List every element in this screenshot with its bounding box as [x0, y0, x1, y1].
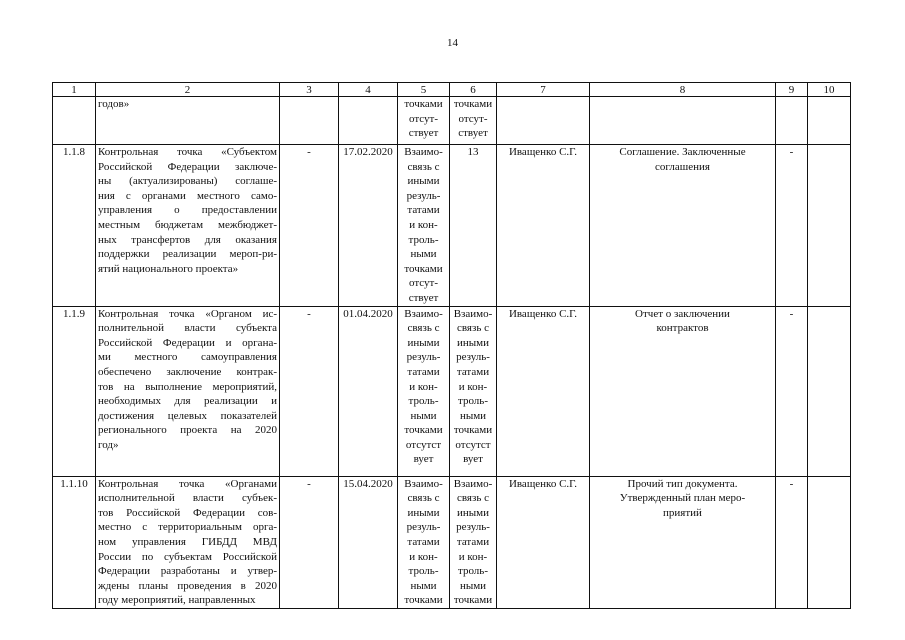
cell-line: отсутст: [405, 438, 442, 451]
column-9-cell: [776, 97, 808, 145]
cell-line: татами: [456, 365, 490, 378]
row-number-cell: 1.1.10: [53, 476, 96, 608]
row-number-cell: 1.1.9: [53, 306, 96, 476]
cell-line: точками: [404, 98, 443, 110]
cell-line: Российской Федерации и органа-: [98, 336, 277, 349]
cell-line: связь с: [407, 160, 440, 173]
cell-line: отсут-: [458, 112, 488, 125]
cell-line: контрактов: [656, 322, 709, 335]
column-3-cell: -: [280, 306, 339, 476]
column-9-cell: -: [776, 145, 808, 307]
cell-line: тов Российской Федерации сов-: [98, 506, 277, 519]
cell-line: управления о предоставлении: [98, 204, 277, 217]
cell-line: татами: [407, 535, 440, 548]
relation-cell: [450, 145, 497, 307]
cell-line: Взаимо-: [453, 307, 493, 320]
date-cell: [339, 97, 398, 145]
cell-line: отсут-: [408, 277, 438, 290]
cell-line: троль-: [408, 395, 439, 408]
column-3-cell: [280, 97, 339, 145]
cell-line: иными: [456, 506, 489, 519]
cell-line: связь с: [407, 492, 440, 505]
cell-line: местным бюджетам межбюджет-: [98, 218, 277, 231]
cell-line: России по субъектам Российской: [98, 550, 277, 563]
column-header: 9: [776, 83, 808, 97]
cell-line: отсут-: [408, 112, 438, 125]
column-header: 3: [280, 83, 339, 97]
cell-line: и кон-: [458, 380, 488, 393]
page-number: 14: [447, 37, 458, 49]
cell-line: татами: [456, 535, 490, 548]
cell-line: ными: [459, 409, 487, 422]
cell-line: ствует: [408, 291, 439, 304]
cell-line: Федерации разработаны и утвер-: [98, 565, 277, 578]
date-cell: 01.04.2020: [339, 306, 398, 476]
cell-line: Российской Федерации заключе-: [98, 160, 277, 173]
cell-line: ными: [410, 409, 437, 422]
cell-line: иными: [407, 175, 440, 188]
cell-line: ждены планы проведения в 2020: [98, 579, 277, 592]
column-header: 5: [398, 83, 450, 97]
column-header: 2: [96, 83, 280, 97]
relation-cell: [398, 97, 450, 145]
cell-line: регионального проекта на 2020: [98, 424, 277, 437]
cell-line: точками: [404, 424, 443, 437]
table-row: [53, 306, 851, 476]
table-row: [53, 145, 851, 307]
control-point-name-cell: [96, 97, 280, 145]
table-body: [53, 97, 851, 609]
cell-line: иными: [407, 506, 440, 519]
responsible-cell: Иващенко С.Г.: [497, 145, 590, 307]
cell-line: связь с: [457, 322, 489, 335]
column-header: 10: [808, 83, 851, 97]
cell-line: резуль-: [406, 189, 441, 202]
cell-line: ствует: [408, 127, 439, 140]
cell-line: иными: [456, 336, 489, 349]
cell-line: точками: [453, 98, 493, 110]
cell-line: ми местного самоуправления: [98, 351, 277, 364]
cell-line: 13: [467, 146, 479, 158]
cell-line: точками: [453, 424, 493, 437]
column-3-cell: -: [280, 145, 339, 307]
relation-cell: [450, 97, 497, 145]
column-9-cell: -: [776, 306, 808, 476]
relation-cell: [398, 476, 450, 608]
cell-line: Соглашение. Заключенные: [619, 146, 746, 158]
column-header: 1: [53, 83, 96, 97]
cell-line: ных трансфертов для оказания: [98, 233, 277, 246]
cell-line: необходимых для реализации и: [98, 395, 277, 408]
cell-line: местно с территориальным орга-: [98, 521, 277, 534]
cell-line: и кон-: [409, 380, 438, 393]
cell-line: троль-: [458, 395, 488, 408]
cell-line: вует: [463, 453, 483, 466]
cell-line: и кон-: [409, 550, 438, 563]
cell-line: и кон-: [458, 550, 488, 563]
relation-cell: [398, 145, 450, 307]
cell-line: точками: [404, 594, 443, 607]
cell-line: отсутст: [455, 438, 491, 451]
cell-line: иными: [407, 336, 440, 349]
cell-line: татами: [407, 204, 440, 217]
cell-line: обеспечено заключение контрак-: [98, 365, 277, 378]
responsible-cell: Иващенко С.Г.: [497, 306, 590, 476]
cell-line: троль-: [458, 565, 488, 578]
cell-line: резуль-: [406, 351, 441, 364]
cell-line: ствует: [458, 127, 488, 140]
column-header: 4: [339, 83, 398, 97]
column-3-cell: -: [280, 476, 339, 608]
cell-line: ными: [459, 579, 487, 592]
cell-line: приятий: [663, 506, 702, 519]
column-9-cell: -: [776, 476, 808, 608]
control-point-name-cell: [96, 476, 280, 608]
cell-line: ными: [410, 248, 437, 261]
cell-line: резуль-: [456, 521, 490, 534]
control-point-name-cell: [96, 306, 280, 476]
cell-line: резуль-: [456, 351, 490, 364]
relation-cell: [450, 306, 497, 476]
cell-line: достижения целевых показателей: [98, 409, 277, 422]
column-10-cell: [808, 145, 851, 307]
cell-line: резуль-: [406, 521, 441, 534]
cell-line: вует: [413, 453, 434, 466]
column-10-cell: [808, 306, 851, 476]
cell-line: тов на выполнение мероприятий,: [98, 380, 277, 393]
cell-line: Отчет о заключении: [635, 307, 730, 320]
cell-line: связь с: [457, 492, 489, 505]
cell-line: Контрольная точка «Органами: [98, 477, 277, 490]
result-document-cell: [590, 476, 776, 608]
cell-line: Контрольная точка «Субъектом: [98, 146, 277, 158]
column-10-cell: [808, 476, 851, 608]
cell-line: исполнительной власти субъек-: [98, 492, 277, 505]
responsible-cell: [497, 97, 590, 145]
cell-line: Контрольная точка «Органом ис-: [98, 307, 277, 320]
cell-line: и кон-: [409, 218, 438, 231]
cell-line: ния с органами местного само-: [98, 189, 277, 202]
cell-line: Взаимо-: [404, 477, 443, 490]
control-point-name-cell: [96, 145, 280, 307]
cell-line: троль-: [408, 233, 439, 246]
cell-line: Прочий тип документа.: [627, 477, 738, 490]
cell-line: году мероприятий, направленных: [98, 594, 256, 607]
result-document-cell: [590, 145, 776, 307]
result-document-cell: [590, 306, 776, 476]
cell-line: ном управления ГИБДД МВД: [98, 535, 277, 548]
header-row: [53, 83, 851, 97]
cell-line: полнительной власти субъекта: [98, 322, 277, 335]
cell-line: Взаимо-: [404, 146, 443, 158]
date-cell: 17.02.2020: [339, 145, 398, 307]
relation-cell: [398, 306, 450, 476]
cell-line: поддержки реализации мероп-ри-: [98, 248, 277, 261]
table-row: [53, 97, 851, 145]
responsible-cell: Иващенко С.Г.: [497, 476, 590, 608]
cell-line: ятий национального проекта»: [98, 262, 239, 275]
cell-line: ными: [410, 579, 437, 592]
cell-line: точками: [404, 262, 443, 275]
cell-line: точками: [453, 594, 493, 607]
column-header: 7: [497, 83, 590, 97]
row-number-cell: 1.1.8: [53, 145, 96, 307]
column-header: 6: [450, 83, 497, 97]
cell-line: Утвержденный план меро-: [619, 492, 746, 505]
column-10-cell: [808, 97, 851, 145]
cell-line: Взаимо-: [404, 307, 443, 320]
cell-line: Взаимо-: [453, 477, 493, 490]
control-points-table: [52, 82, 851, 609]
cell-line: троль-: [408, 565, 439, 578]
cell-line: татами: [407, 365, 440, 378]
cell-line: соглашения: [655, 160, 710, 173]
cell-line: год»: [98, 438, 119, 451]
result-document-cell: [590, 97, 776, 145]
table-row: [53, 476, 851, 608]
cell-line: годов»: [98, 98, 130, 110]
row-number-cell: [53, 97, 96, 145]
date-cell: 15.04.2020: [339, 476, 398, 608]
relation-cell: [450, 476, 497, 608]
cell-line: ны (актуализированы) соглаше-: [98, 175, 277, 188]
column-header: 8: [590, 83, 776, 97]
cell-line: связь с: [407, 322, 440, 335]
